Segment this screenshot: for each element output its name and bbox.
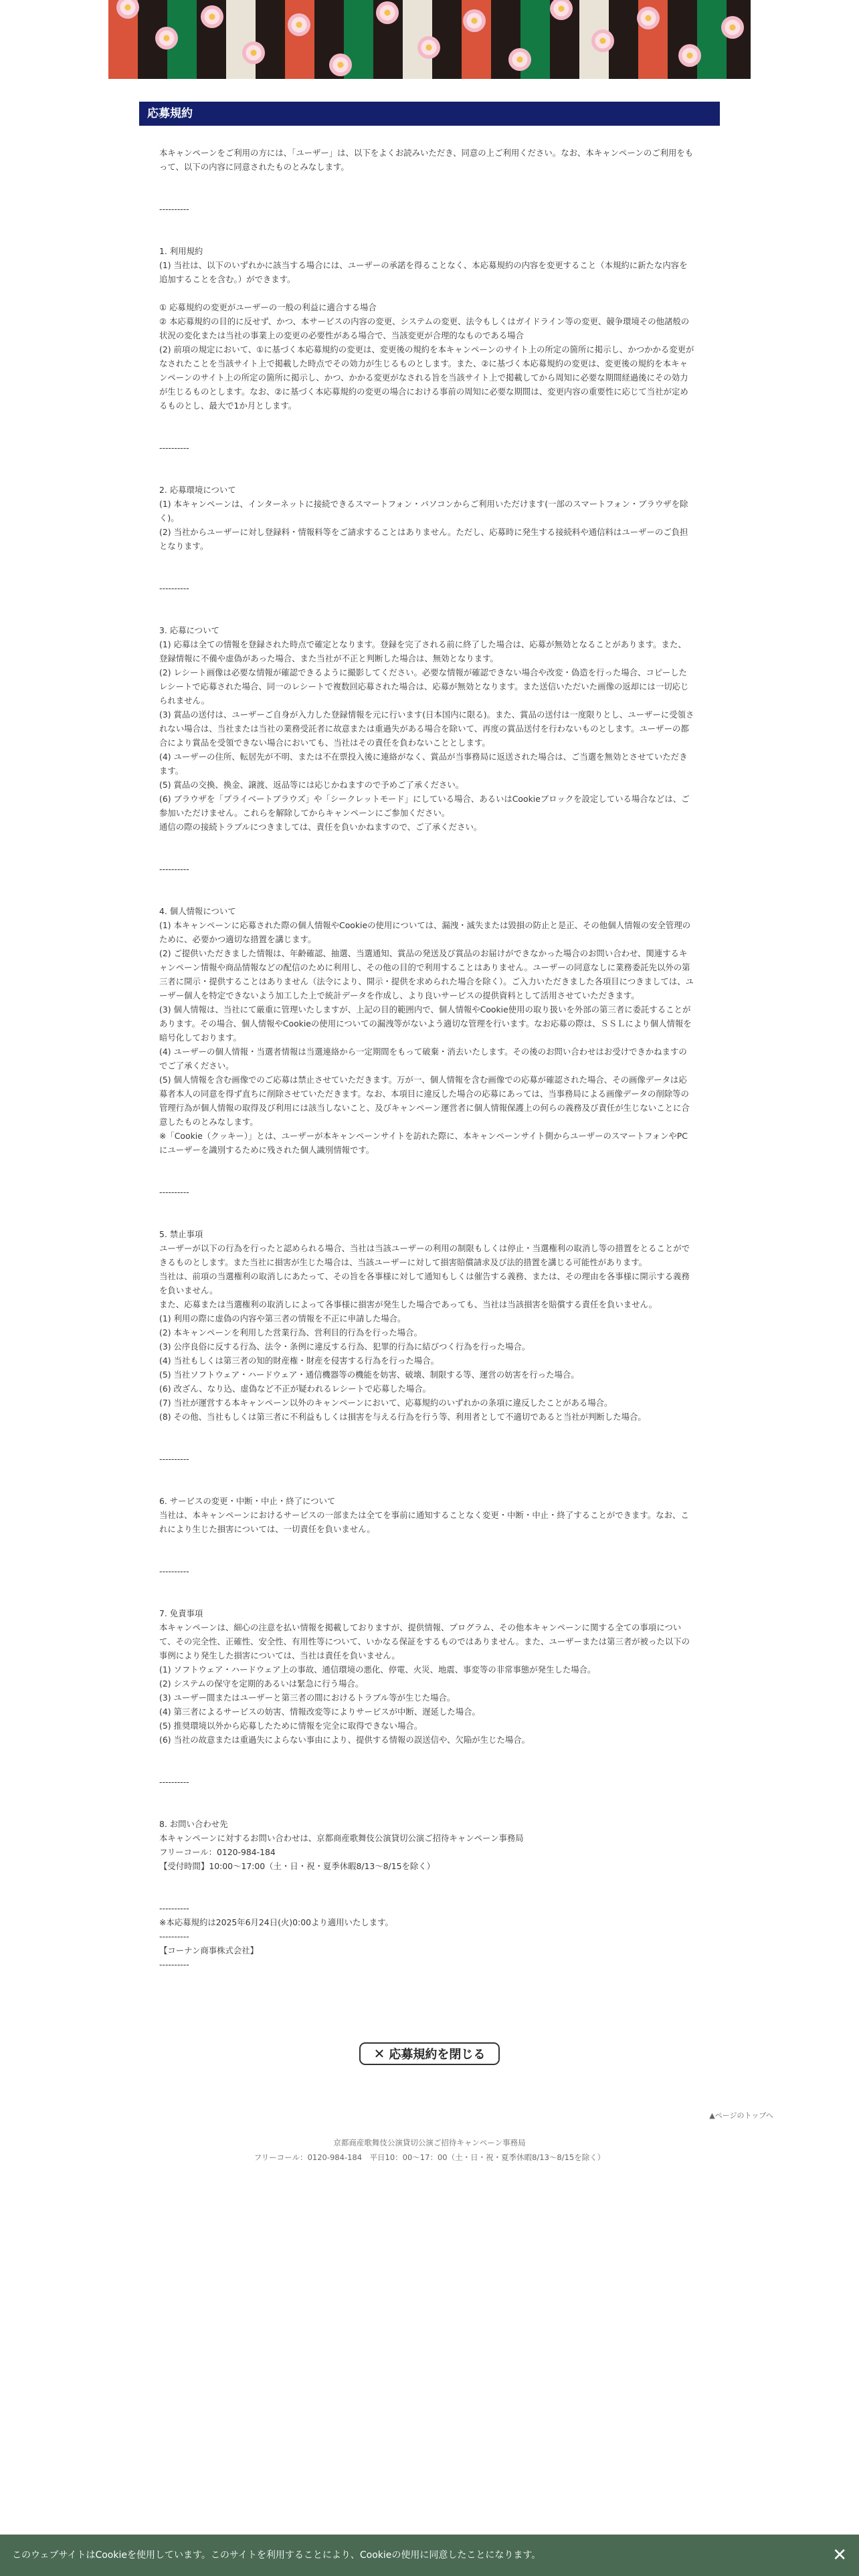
close-icon[interactable]: ✕ — [832, 2545, 847, 2565]
cherry-blossom-icon — [417, 36, 440, 59]
close-x-icon: ✕ — [373, 2046, 385, 2062]
cherry-blossom-icon — [463, 9, 486, 32]
section-divider: ---------- — [159, 1777, 189, 1787]
terms-section-service-change: 6. サービスの変更・中断・中止・終了について 当社は、本キャンペーンにおけるサービスの一部または全てを事前に通知することなく変更・中断・中止・終了することができます。なお、これにより生じた損害については、一切責任を負いません。 — [159, 1496, 689, 1534]
terms-section-privacy: 4. 個人情報について (1) 本キャンペーンに応募された際の個人情報やCookieの使用については、漏洩・滅失または毀損の防止と是正、その他個人情報の安全管理のために、必要かつ適切な措置を講じます。 (2) ご提供いただきました情報は、年齢確認、抽選、当選通知、賞品の発送及び賞品のお届けができなかった場合のお問い合わせ、関連するキャンペーン情報や商品情報などの配信のために利用し、その他の目的で利用することはありません。ユーザーの同意なしに業務委託先以外の第三者に開示・提供することはありません（法令により、開示・提供を求められた場合を除く）。ご入力いただきました各項目につきましては、ユーザー個人を特定できないよう加工した上で統計データを作成し、より良いサービスの提供資料として活用させていただきます。 (3) 個人情報は、当社にて厳重に管理いたしますが、上記の目的範囲内で、個人情報やCookie使用の取り扱いを外部の第三者に委託することがあります。その場合、個人情報やCookieの使用についての漏洩等がないよう適切な管理を行います。なお応募の際は、ＳＳＬにより個人情報を暗号化しております。 (4) ユーザーの個人情報・当選者情報は当選連絡から一定期間をもって破棄・消去いたします。その後のお問い合わせはお受けできかねますのでご了承ください。 (5) 個人情報を含む画像でのご応募は禁止させていただきます。万が一、個人情報を含む画像での応募が確認された場合、その画像データは応募者本人の同意を得ず直ちに削除させていただきます。なお、本項目に違反した場合の応募にあっては、当事務局による画像データの削除等の管理行為が個人情報の取得及び利用には該当しないこと、及びキャンペーン運営者に個人情報保護上の何らの義務及び責任が生じないことに合意したものとみなします。 ※「Cookie（クッキー）」とは、ユーザーが本キャンペーンサイトを訪れた際に、本キャンペーンサイト側からユーザーのスマートフォンやPCにユーザーを識別するために残された個人識別情報です。 — [159, 906, 694, 1155]
cherry-blossom-icon — [591, 29, 614, 52]
cherry-blossom-icon — [678, 44, 701, 67]
cherry-blossom-icon — [508, 48, 531, 71]
section-divider: ---------- — [159, 583, 189, 593]
section-divider: ---------- — [159, 1566, 189, 1576]
cherry-blossom-icon — [550, 0, 573, 20]
terms-effective-date: ---------- ※本応募規約は2025年6月24日(火)0:00より適用いたします。 ---------- 【コーナン商事株式会社】 ---------- — [159, 1903, 393, 1969]
section-divider: ---------- — [159, 1187, 189, 1197]
terms-section-disclaimer: 7. 免責事項 本キャンペーンは、細心の注意を払い情報を掲載しておりますが、提供情報、プログラム、その他本キャンペーンに関する全ての事項について、その完全性、正確性、安全性、有用性等について、いかなる保証をするものではありません。また、ユーザーまたは第三者が被った以下の事例により発生した損害については、当社は責任を負いません。 (1) ソフトウェア・ハードウェア上の事故、通信環境の悪化、停電、火災、地震、事変等の非常事態が発生した場合。 (2) システムの保守を定期的あるいは緊急に行う場合。 (3) ユーザー間またはユーザーと第三者の間におけるトラブル等が生じた場合。 (4) 第三者によるサービスの妨害、情報改変等によりサービスが中断、遅延した場合。 (5) 推奨環境以外から応募したために情報を完全に取得できない場合。 (6) 当社の故意または重過失によらない事由により、提供する情報の誤送信や、欠陥が生じた場合。 — [159, 1608, 690, 1745]
footer-office-name: 京都商産歌舞伎公演貸切公演ご招待キャンペーン事務局 — [333, 2138, 526, 2147]
section-divider: ---------- — [159, 443, 189, 453]
cherry-blossom-icon — [376, 1, 399, 24]
terms-section-environment: 2. 応募環境について (1) 本キャンペーンは、インターネットに接続できるスマートフォン・パソコンからご利用いただけます(一部のスマートフォン・ブラウザを除く)。 (2) 当社からユーザーに対し登録料・情報料等をご請求することはありません。ただし、応募時に発生する接続料や通信料はユーザーのご負担となります。 — [159, 485, 688, 551]
cherry-blossom-icon — [288, 13, 310, 36]
cookie-notice-text: このウェブサイトはCookieを使用しています。このサイトを利用することにより、Cookieの使用に同意したことになります。 — [12, 2550, 541, 2561]
section-divider: ---------- — [159, 204, 189, 214]
cherry-blossom-icon — [201, 5, 223, 28]
terms-section-entry: 3. 応募について (1) 応募は全ての情報を登録された時点で確定となります。登録を完了される前に終了した場合は、応募が無効となることがあります。また、登録情報に不備や虚偽があった場合、また当社が不正と判断した場合は、無効となります。 (2) レシート画像は必要な情報が確認できるように撮影してください。必要な情報が確認できない場合や改変・偽造を行った場合、コピーしたレシートで応募された場合、同一のレシートで複数回応募された場合は、応募が無効となります。また送信いただいた画像の返却には一切応じられません。 (3) 賞品の送付は、ユーザーご自身が入力した登録情報を元に行います(日本国内に限る)。また、賞品の送付は一度限りとし、ユーザーに受領されない場合は、当社または当社の業務受託者に故意または重過失がある場合を除いて、再度の賞品送付を行わないものとします。ユーザーの都合により賞品を受領できない場合においても、当社はその責任を負わないこととします。 (4) ユーザーの住所、転居先が不明、または不在票投入後に連絡がなく、賞品が当事務局に返送された場合は、ご当選を無効とさせていただきます。 (5) 賞品の交換、換金、譲渡、返品等には応じかねますので予めご了承ください。 (6) ブラウザを「プライベートブラウズ」や「シークレットモード」にしている場合、あるいはCookieブロックを設定している場合などは、ご参加いただけません。これらを解除してからキャンペーンにご参加ください。 通信の際の接続トラブルにつきましては、責任を負いかねますので、ご了承ください。 — [159, 625, 694, 832]
page-top-link[interactable]: ▲ページのトップへ — [709, 2111, 773, 2120]
cookie-notice-bar — [0, 2535, 859, 2576]
modal-title: 応募規約 — [139, 102, 720, 126]
cherry-blossom-icon — [155, 27, 178, 49]
cherry-blossom-icon — [721, 16, 744, 39]
close-terms-button[interactable] — [359, 2042, 500, 2065]
kimono-pattern-banner — [108, 0, 751, 79]
footer-contact: フリーコール：0120-984-184 平日10：00〜17：00（土・日・祝・夏季休暇8/13〜8/15を除く） — [254, 2153, 605, 2162]
terms-section-prohibited: 5. 禁止事項 ユーザーが以下の行為を行ったと認められる場合、当社は当該ユーザーの利用の制限もしくは停止・当選権利の取消し等の措置をとることができるものとします。また当社に損害が生じた場合は、当該ユーザーに対して損害賠償請求及び法的措置を講じる可能性があります。 当社は、前項の当選権利の取消しにあたって、その旨を各事様に対して通知もしくは催告する義務、または、その理由を各事様に開示する義務を負いません。 また、応募または当選権利の取消しによって各事様に損害が発生した場合であっても、当社は当該損害を賠償する責任を負いません。 (1) 利用の際に虚偽の内容や第三者の情報を不正に申請した場合。 (2) 本キャンペーンを利用した営業行為、営利目的行為を行った場合。 (3) 公序良俗に反する行為、法令・条例に違反する行為、犯罪的行為に結びつく行為を行った場合。 (4) 当社もしくは第三者の知的財産権・財産を侵害する行為を行った場合。 (5) 当社ソフトウェア・ハードウェア・通信機器等の機能を妨害、破壊、制限する等、運営の妨害を行った場合。 (6) 改ざん、なり込、虚偽など不正が疑われるレシートで応募した場合。 (7) 当社が運営する本キャンペーン以外のキャンペーンにおいて、応募規約のいずれかの条項に違反したことがある場合。 (8) その他、当社もしくは第三者に不利益もしくは損害を与える行為を行う等、利用者として不適切であると当社が判断した場合。 — [159, 1229, 690, 1422]
terms-section-contact: 8. お問い合わせ先 本キャンペーンに対するお問い合わせは、京都商産歌舞伎公演貸切公演ご招待キャンペーン事務局 フリーコール：0120-984-184 【受付時間】10:00～17:00（土・日・祝・夏季休暇8/13～8/15を除く） — [159, 1819, 524, 1871]
cherry-blossom-icon — [637, 7, 660, 29]
section-divider: ---------- — [159, 864, 189, 874]
terms-body — [159, 146, 694, 1971]
terms-intro: 本キャンペーンをご利用の方には、「ユーザー」は、以下をよくお読みいただき、同意の上ご利用ください。なお、本キャンペーンのご利用をもって、以下の内容に同意されたものとみなします。 — [159, 148, 694, 172]
cherry-blossom-icon — [116, 0, 139, 19]
section-divider: ---------- — [159, 1454, 189, 1464]
terms-section-usage: 1. 利用規約 (1) 当社は、以下のいずれかに該当する場合には、ユーザーの承諾を得ることなく、本応募規約の内容を変更すること（本規約に新たな内容を追加することを含む。）ができます。 ① 応募規約の変更がユーザーの一般の利益に適合する場合 ② 本応募規約の目的に反せず、かつ、本サービスの内容の変更、システムの変更、法令もしくはガイドライン等の変更、競争環境その他諸般の状況の変化または当社の事業上の変更の必要性がある場合で、当該変更が合理的なものである場合 (2) 前項の規定において、①に基づく本応募規約の変更は、変更後の規約を本キャンペーンのサイト上の所定の箇所に掲示し、かつかかる変更がなされたことを当該サイト上で掲載した時点でその効力が生じるものとします。また、②に基づく本応募規約の変更は、変更後の規約を本キャンペーンのサイト上の所定の箇所に掲示し、かつ、かかる変更がなされる旨を当該サイト上で掲載してから周知に必要な期間経過後にその効力が生じるものとします。なお、②に基づく本応募規約の変更の場合における事前の周知に必要な期間は、変更内容の重要性に応じて当社が定めるものとし、最大で1か月とします。 — [159, 246, 694, 411]
close-terms-label: 応募規約を閉じる — [389, 2048, 486, 2062]
cherry-blossom-icon — [329, 53, 352, 76]
cherry-blossom-icon — [242, 41, 265, 64]
